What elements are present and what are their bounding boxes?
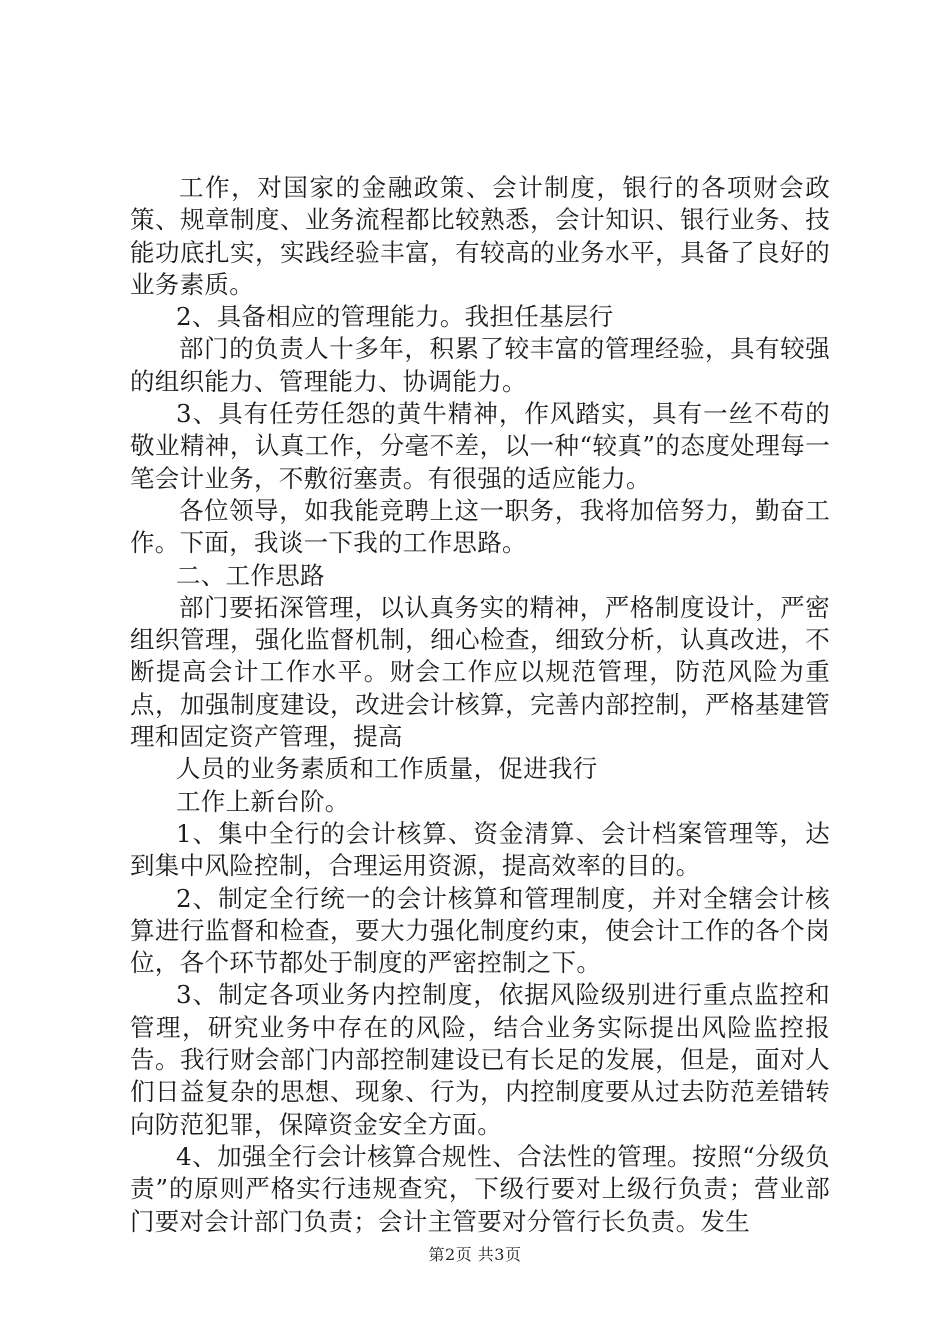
paragraph: 工作上新台阶。 xyxy=(176,786,350,816)
paragraph: 3、制定各项业务内控制度，依据风险级别进行重点监控和管理，研究业务中存在的风险，结合业务实际提出风险监控报告。我行财会部门内部控制建设已有长足的发展，但是，面对人们日益复杂的思想、现象、行为，内控制度要从过去防范差错转向防范犯罪，保障资金安全方面。 xyxy=(130,980,830,1139)
paragraph: 2、制定全行统一的会计核算和管理制度，并对全辖会计核算进行监督和检查，要大力强化制度约束，使会计工作的各个岗位，各个环节都处于制度的严密控制之下。 xyxy=(130,883,830,978)
paragraph: 各位领导，如我能竞聘上这一职务，我将加倍努力，勤奋工作。下面，我谈一下我的工作思路。 xyxy=(130,495,830,558)
paragraph: 人员的业务素质和工作质量，促进我行 xyxy=(176,754,598,784)
paragraph: 工作，对国家的金融政策、会计制度，银行的各项财会政策、规章制度、业务流程都比较熟悉，会计知识、银行业务、技能功底扎实，实践经验丰富，有较高的业务水平，具备了良好的业务素质。 xyxy=(130,173,830,299)
paragraph: 部门要拓深管理，以认真务实的精神，严格制度设计，严密组织管理，强化监督机制，细心检查，细致分析，认真改进，不断提高会计工作水平。财会工作应以规范管理，防范风险为重点，加强制度建设，改进会计核算，完善内部控制，严格基建管理和固定资产管理，提高 xyxy=(130,592,830,752)
paragraph: 部门的负责人十多年，积累了较丰富的管理经验，具有较强的组织能力、管理能力、协调能力。 xyxy=(130,334,830,396)
paragraph: 4、加强全行会计核算合规性、合法性的管理。按照“分级负责”的原则严格实行违规查究，下级行要对上级行负责；营业部门要对会计部门负责；会计主管要对分管行长负责。发生 xyxy=(130,1141,831,1236)
paragraph: 2、具备相应的管理能力。我担任基层行 xyxy=(176,302,614,332)
paragraph: 3、具有任劳任怨的黄牛精神，作风踏实，具有一丝不苟的敬业精神，认真工作，分毫不差，以一种“较真”的态度处理每一笔会计业务，不敷衍塞责。有很强的适应能力。 xyxy=(130,399,830,493)
paragraph: 二、工作思路 xyxy=(176,560,325,590)
document-body xyxy=(130,172,830,1238)
page-footer: 第2页 共3页 xyxy=(428,1245,522,1264)
paragraph: 1、集中全行的会计核算、资金清算、会计档案管理等，达到集中风险控制，合理运用资源，提高效率的目的。 xyxy=(130,818,830,881)
